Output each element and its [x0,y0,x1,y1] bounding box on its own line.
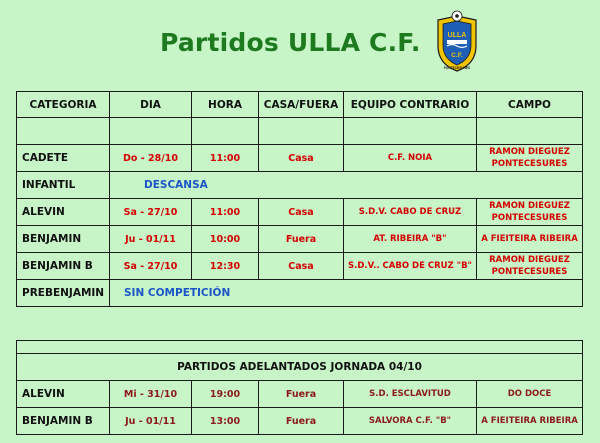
campo-cell: RAMON DIEGUEZ PONTECESURES [477,253,583,280]
equipo-cell: C.F. NOIA [344,145,477,172]
dia-cell: Do - 28/10 [110,145,192,172]
hora-cell: 10:00 [192,226,259,253]
casa-fuera-cell: Casa [259,145,344,172]
campo-cell: RAMON DIEGUEZ PONTECESURES [477,145,583,172]
categoria-cell: ALEVIN [17,199,110,226]
table-row [17,381,583,408]
casa-fuera-cell: Fuera [259,381,344,408]
note-cell: DESCANSA [110,172,583,199]
categoria-cell: PREBENJAMIN [17,280,110,307]
advanced-matches-table [16,340,583,435]
campo-cell: A FIEITEIRA RIBEIRA [477,226,583,253]
note-cell: SIN COMPETICIÓN [110,280,583,307]
table-row [17,172,583,199]
hora-cell: 11:00 [192,199,259,226]
dia-cell: Sa - 27/10 [110,199,192,226]
hora-cell: 12:30 [192,253,259,280]
categoria-cell: INFANTIL [17,172,110,199]
casa-fuera-cell: Fuera [259,408,344,435]
hora-cell: 19:00 [192,381,259,408]
blank-row [17,341,583,354]
casa-fuera-cell: Casa [259,199,344,226]
categoria-cell: BENJAMIN B [17,253,110,280]
equipo-cell: S.D.V. CABO DE CRUZ [344,199,477,226]
column-header: CASA/FUERA [259,92,344,118]
table-row [17,226,583,253]
categoria-cell: BENJAMIN [17,226,110,253]
blank-row [17,118,583,145]
campo-cell: DO DOCE [477,381,583,408]
casa-fuera-cell: Casa [259,253,344,280]
categoria-cell: BENJAMIN B [17,408,110,435]
table-row [17,145,583,172]
dia-cell: Mi - 31/10 [110,381,192,408]
crest-name: ULLA [447,32,467,39]
hora-cell: 11:00 [192,145,259,172]
table-row [17,253,583,280]
column-header: CATEGORIA [17,92,110,118]
categoria-cell: ALEVIN [17,381,110,408]
categoria-cell: CADETE [17,145,110,172]
campo-cell: A FIEITEIRA RIBEIRA [477,408,583,435]
table-header [17,92,583,118]
dia-cell: Ju - 01/11 [110,408,192,435]
section-title-row [17,354,583,381]
column-header: DIA [110,92,192,118]
crest-ring-text: PONTECESURES [443,66,471,70]
column-header: HORA [192,92,259,118]
casa-fuera-cell: Fuera [259,226,344,253]
equipo-cell: S.D. ESCLAVITUD [344,381,477,408]
dia-cell: Ju - 01/11 [110,226,192,253]
table-row [17,408,583,435]
equipo-cell: SALVORA C.F. "B" [344,408,477,435]
equipo-cell: AT. RIBEIRA "B" [344,226,477,253]
dia-cell: Sa - 27/10 [110,253,192,280]
crest-badge: C.F. [451,52,463,59]
column-header: EQUIPO CONTRARIO [344,92,477,118]
table-row [17,199,583,226]
page-title: Partidos ULLA C.F. [160,28,421,57]
column-header: CAMPO [477,92,583,118]
campo-cell: RAMON DIEGUEZ PONTECESURES [477,199,583,226]
matches-table [16,91,583,307]
hora-cell: 13:00 [192,408,259,435]
club-crest-icon [432,10,482,74]
equipo-cell: S.D.V.. CABO DE CRUZ "B" [344,253,477,280]
section-title: PARTIDOS ADELANTADOS JORNADA 04/10 [17,354,583,381]
table-row [17,280,583,307]
